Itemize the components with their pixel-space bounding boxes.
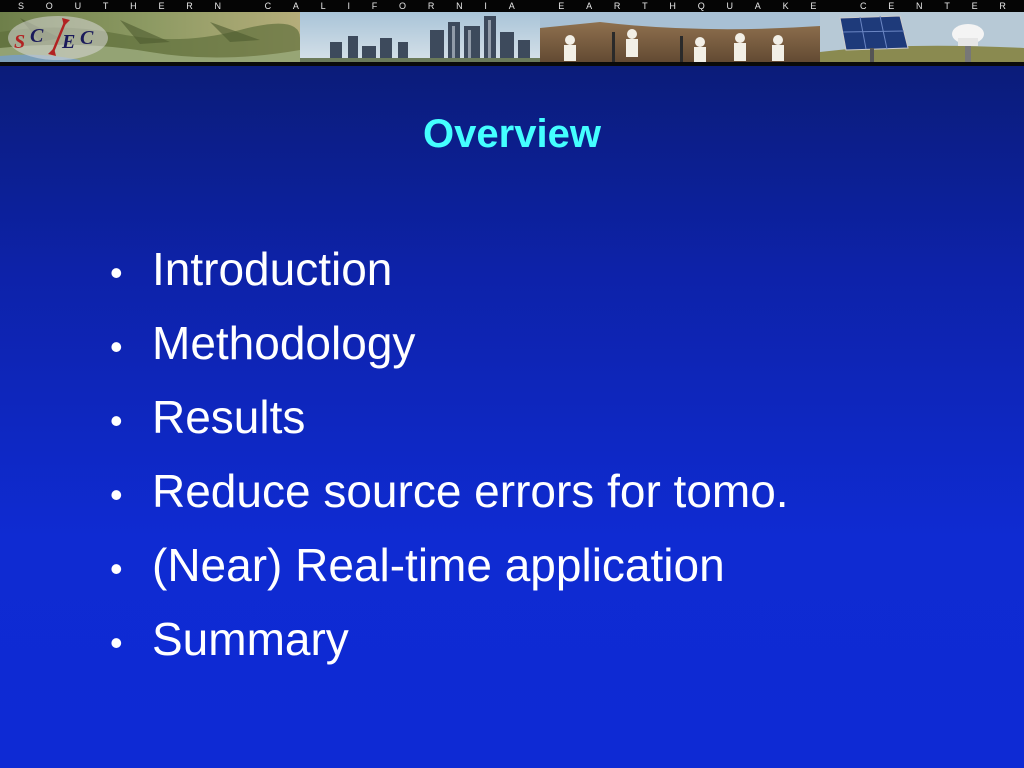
banner-letter: R	[427, 1, 435, 11]
svg-text:C: C	[80, 27, 94, 49]
banner-letter: E	[558, 1, 565, 11]
bullet-glyph: •	[110, 548, 123, 589]
banner-letter: N	[214, 1, 222, 11]
banner-letter: H	[669, 1, 676, 11]
banner-letter: A	[292, 1, 299, 11]
banner-letter: T	[102, 1, 109, 11]
bullet-item	[110, 232, 789, 306]
bullet-item	[110, 528, 789, 602]
banner-letter: E	[888, 1, 895, 11]
banner-letter: R	[613, 1, 621, 11]
banner-letter: N	[916, 1, 923, 11]
banner-letter: A	[508, 1, 515, 11]
banner-letter: A	[586, 1, 593, 11]
banner-letter: U	[726, 1, 733, 11]
banner-letter: Q	[697, 1, 705, 11]
organization-name-strip	[0, 0, 1024, 12]
banner-letter: I	[484, 1, 487, 11]
bullet-list	[110, 232, 789, 676]
banner-letter: T	[642, 1, 648, 11]
bullet-glyph: •	[110, 326, 123, 367]
banner-divider	[0, 62, 1024, 66]
banner-letter: O	[399, 1, 407, 11]
svg-text:S: S	[14, 31, 26, 53]
bullet-item	[110, 602, 789, 676]
slide-title: Overview	[423, 112, 601, 156]
banner-letter: E	[810, 1, 817, 11]
banner-photo-collage	[0, 12, 1024, 66]
banner-letter: O	[45, 1, 53, 11]
bullet-item	[110, 380, 789, 454]
banner-letter: L	[320, 1, 326, 11]
banner-letter: H	[130, 1, 137, 11]
svg-text:C: C	[30, 25, 44, 47]
banner-letter: K	[782, 1, 789, 11]
banner-letter: E	[158, 1, 165, 11]
bullet-glyph: •	[110, 622, 123, 663]
bullet-glyph: •	[110, 400, 123, 441]
banner-letter: C	[859, 1, 867, 11]
banner-letter: F	[371, 1, 378, 11]
banner-letter: E	[971, 1, 978, 11]
bullet-text: Reduce source errors for tomo.	[152, 465, 789, 517]
bullet-item	[110, 306, 789, 380]
svg-text:E: E	[62, 31, 76, 53]
banner-letter: T	[944, 1, 950, 11]
banner-letter: C	[264, 1, 272, 11]
banner-letter: A	[754, 1, 761, 11]
bullet-text: Summary	[152, 613, 349, 665]
banner-letter: N	[456, 1, 463, 11]
bullet-item	[110, 454, 789, 528]
bullet-glyph: •	[110, 474, 123, 515]
banner-letter: U	[74, 1, 82, 11]
banner-letter: R	[186, 1, 193, 11]
header-banner	[0, 0, 1024, 66]
banner-letter: S	[18, 1, 25, 11]
banner-letter: I	[347, 1, 350, 11]
scec-logo	[6, 14, 110, 62]
bullet-text: Methodology	[152, 317, 416, 369]
bullet-glyph: •	[110, 252, 123, 293]
bullet-text: Results	[152, 391, 306, 443]
banner-letter: R	[999, 1, 1006, 11]
bullet-text: (Near) Real-time application	[152, 539, 725, 591]
bullet-text: Introduction	[152, 243, 393, 295]
